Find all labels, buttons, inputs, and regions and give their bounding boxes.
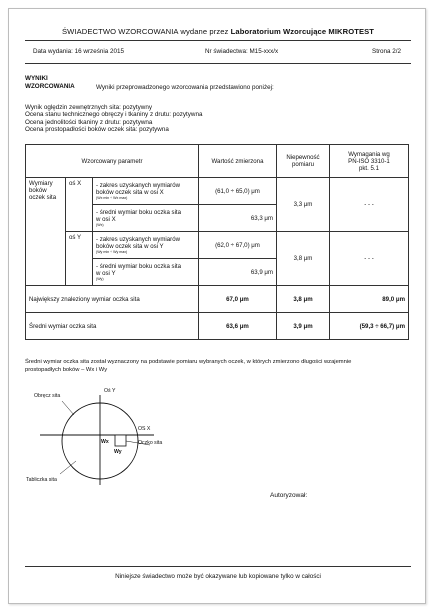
mesh-label: Oczko sita	[138, 440, 163, 446]
table-row	[26, 232, 409, 259]
header-param: Wzorcowany parametr	[26, 145, 199, 178]
header-uncertainty: Niepewność pomiaru	[277, 145, 330, 178]
result-line: Ocena jednolitości tkaniny z drutu: pozytywna	[25, 118, 153, 126]
header-requirements: Wymagania wg PN-ISO 3310-1 pkt. 5.1	[330, 145, 409, 178]
y-range-value: (62,0 ÷ 67,0) μm	[199, 232, 277, 259]
header-value: Wartość zmierzona	[199, 145, 277, 178]
result-line: Ocena stanu technicznego obręczy i tkaniny z drutu: pozytywna	[25, 111, 203, 119]
y-uncertainty: 3,8 μm	[277, 232, 330, 286]
max-label: Największy znaleziony wymiar oczka sita	[26, 286, 199, 313]
section-title-line1: WYNIKI	[25, 75, 48, 82]
table-row	[26, 313, 409, 340]
table-header-row	[26, 145, 409, 178]
fabric-label: Tabliczka sita	[26, 477, 57, 483]
mesh-square	[115, 435, 126, 446]
axis-y-label: oś Y	[66, 232, 93, 286]
section-title-line2: WZORCOWANIA	[25, 83, 75, 90]
footer-divider	[25, 566, 411, 567]
axis-x-label: oś X	[66, 178, 93, 232]
header-divider-top	[25, 40, 411, 41]
max-value: 67,0 μm	[199, 286, 277, 313]
result-line: Wynik oględzin zewnętrznych sita: pozytywny	[25, 104, 152, 111]
issue-date: Data wydania: 16 września 2015	[33, 48, 125, 55]
rim-leader-line	[62, 401, 74, 415]
page-number: Strona 2/2	[372, 48, 402, 55]
wy-label: Wy	[114, 449, 122, 455]
table-row	[26, 178, 409, 205]
avg-value: 63,6 μm	[199, 313, 277, 340]
x-uncertainty: 3,3 μm	[277, 178, 330, 232]
y-requirement: - - -	[330, 232, 409, 286]
footer-text: Niniejsze świadectwo może być okazywane lub kopiowane tylko w całości	[115, 573, 321, 580]
result-line: Ocena prostopadłości boków oczek sita: pozytywna	[25, 125, 169, 133]
avg-uncertainty: 3,9 μm	[277, 313, 330, 340]
results-table	[25, 144, 409, 340]
authorized-by-label: Autoryzował:	[270, 492, 308, 499]
sieve-diagram	[22, 385, 192, 490]
max-requirement: 89,0 μm	[330, 286, 409, 313]
y-mean-label: - średni wymiar boku oczka sita w osi Y (Wy)	[93, 259, 199, 286]
section-intro: Wyniki przeprowadzonego wzorcowania przedstawiono poniżej:	[96, 84, 274, 91]
y-mean-value: 63,9 μm	[199, 259, 277, 286]
x-range-label: - zakres uzyskanych wymiarów boków oczek sita w osi X (Wx min ÷ Wx max)	[93, 178, 199, 205]
axis-x-label: OS X	[138, 426, 151, 432]
certificate-title: ŚWIADECTWO WZORCOWANIA wydane przez Laboratorium Wzorcujące MIKROTEST	[61, 27, 375, 36]
rim-label: Obręcz sita	[34, 393, 61, 399]
group-label: Wymiary boków oczek sita	[26, 178, 66, 286]
fabric-leader-line	[60, 461, 76, 474]
header-divider-bottom	[25, 63, 411, 64]
y-range-label: - zakres uzyskanych wymiarów boków oczek sita w osi Y (Wy min ÷ Wy max)	[93, 232, 199, 259]
avg-requirement: (59,3 ÷ 66,7) μm	[330, 313, 409, 340]
avg-label: Średni wymiar oczka sita	[26, 313, 199, 340]
certificate-number: Nr świadectwa: M15-xxx/x	[205, 48, 279, 55]
x-range-value: (61,0 ÷ 65,0) μm	[199, 178, 277, 205]
x-requirement: - - -	[330, 178, 409, 232]
measurement-note: Średni wymiar oczka sita został wyznaczony na podstawie pomiaru wybranych oczek, w których zmierzono długości wzajemnie prostopadłych boków – Wx i Wy	[25, 359, 352, 374]
axis-y-label: Oś Y	[104, 388, 116, 394]
table-row	[26, 286, 409, 313]
wx-label: Wx	[101, 439, 109, 445]
max-uncertainty: 3,8 μm	[277, 286, 330, 313]
x-mean-label: - średni wymiar boku oczka sita w osi X (Wx)	[93, 205, 199, 232]
x-mean-value: 63,3 μm	[199, 205, 277, 232]
